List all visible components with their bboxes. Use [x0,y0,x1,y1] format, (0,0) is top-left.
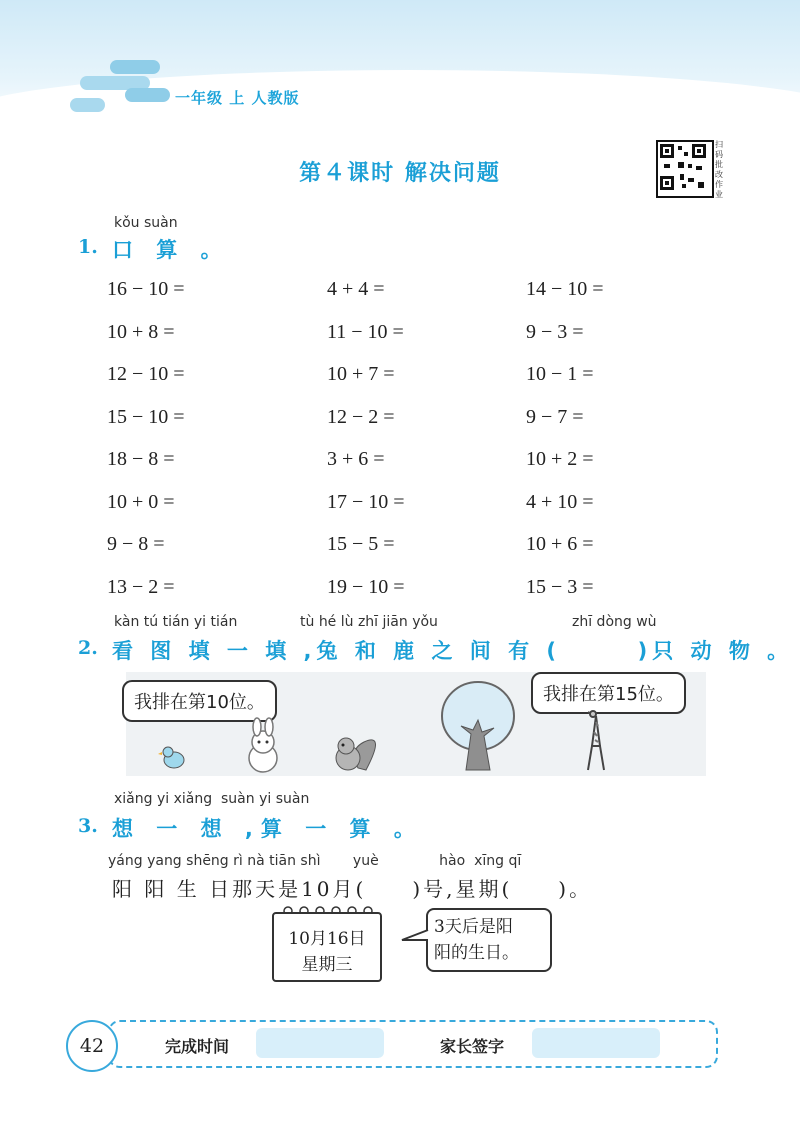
section2-title: 看 图 填 一 填 ,兔 和 鹿 之 间 有 ( )只 动 物 。 [112,639,794,663]
section1-title: 口 算 。 [112,238,230,262]
edition-label: 一年级 上 人教版 [175,89,300,107]
lesson-title: 第４课时 解决问题 [299,161,501,186]
section3-title: 想 一 想 ,算 一 算 。 [112,817,423,841]
equation: 15 − 5 = [327,533,395,555]
sentence-pinyin: yáng yang shēng rì nà tiān shì yuè hào xīng qī [108,853,522,869]
section3-pinyin: xiǎng yi xiǎng suàn yi suàn [114,791,310,807]
hint-line-2: 阳的生日。 [434,943,519,963]
section1-number: 1. [78,236,98,258]
cloud-decoration [70,58,180,118]
equation: 12 − 2 = [327,405,395,428]
equation: 11 − 10 = [327,320,404,343]
qr-label: 扫码批改作业 [715,140,723,199]
equation: 13 − 2 = [107,575,175,598]
giraffe-icon [588,711,604,770]
page-number: 42 [66,1020,118,1072]
equation: 12 − 10 = [107,363,185,385]
rabbit-icon [249,718,277,772]
equation: 10 + 0 = [107,490,175,513]
equation-column-1 [107,278,185,618]
bird-icon [158,747,184,768]
equation: 15 − 3 = [526,575,594,598]
birthday-question: 阳 阳 生 日那天是10月( )号,星期( )。 [112,877,593,901]
section3-number: 3. [78,815,98,837]
calendar-date: 10月16日 [288,929,366,949]
tree-icon [442,682,514,770]
equation: 10 + 2 = [526,448,594,470]
hint-line-1: 3天后是阳 [434,917,513,937]
parent-signature-field[interactable] [532,1028,660,1058]
equation: 9 − 7 = [526,405,584,428]
calendar-card [272,912,382,982]
equation-column-3 [526,278,604,618]
squirrel-icon [336,738,376,770]
equation: 16 − 10 = [107,278,185,300]
section2-pinyin-c: zhī dòng wù [572,614,657,630]
deer-speech-bubble: 我排在第15位。 [531,672,686,714]
speech-pointer [400,928,430,944]
equation: 18 − 8 = [107,448,175,470]
equation: 10 + 6 = [526,533,594,555]
equation: 4 + 10 = [526,490,594,513]
hint-speech-bubble [426,908,552,972]
equation: 19 − 10 = [327,575,405,598]
section2-pinyin-b: tù hé lù zhī jiān yǒu [300,614,438,630]
qr-code-icon[interactable] [656,140,714,198]
equation: 17 − 10 = [327,490,405,513]
completion-time-label: 完成时间 [165,1037,230,1056]
equation-column-2 [327,278,405,618]
equation: 4 + 4 = [327,278,385,300]
parent-signature-label: 家长签字 [440,1037,505,1056]
equation: 14 − 10 = [526,278,604,300]
animals-illustration [126,672,706,776]
equation: 10 + 7 = [327,363,395,385]
equation: 3 + 6 = [327,448,385,470]
section1-pinyin: kǒu suàn [114,215,178,231]
calendar-weekday: 星期三 [301,955,353,975]
equation: 9 − 8 = [107,533,165,555]
equation: 15 − 10 = [107,405,185,428]
rabbit-speech-bubble: 我排在第10位。 [122,680,277,722]
equation: 9 − 3 = [526,320,584,343]
equation: 10 − 1 = [526,363,594,385]
completion-time-field[interactable] [256,1028,384,1058]
equation: 10 + 8 = [107,320,175,343]
section2-pinyin-a: kàn tú tián yi tián [114,614,238,630]
section2-number: 2. [78,637,98,659]
